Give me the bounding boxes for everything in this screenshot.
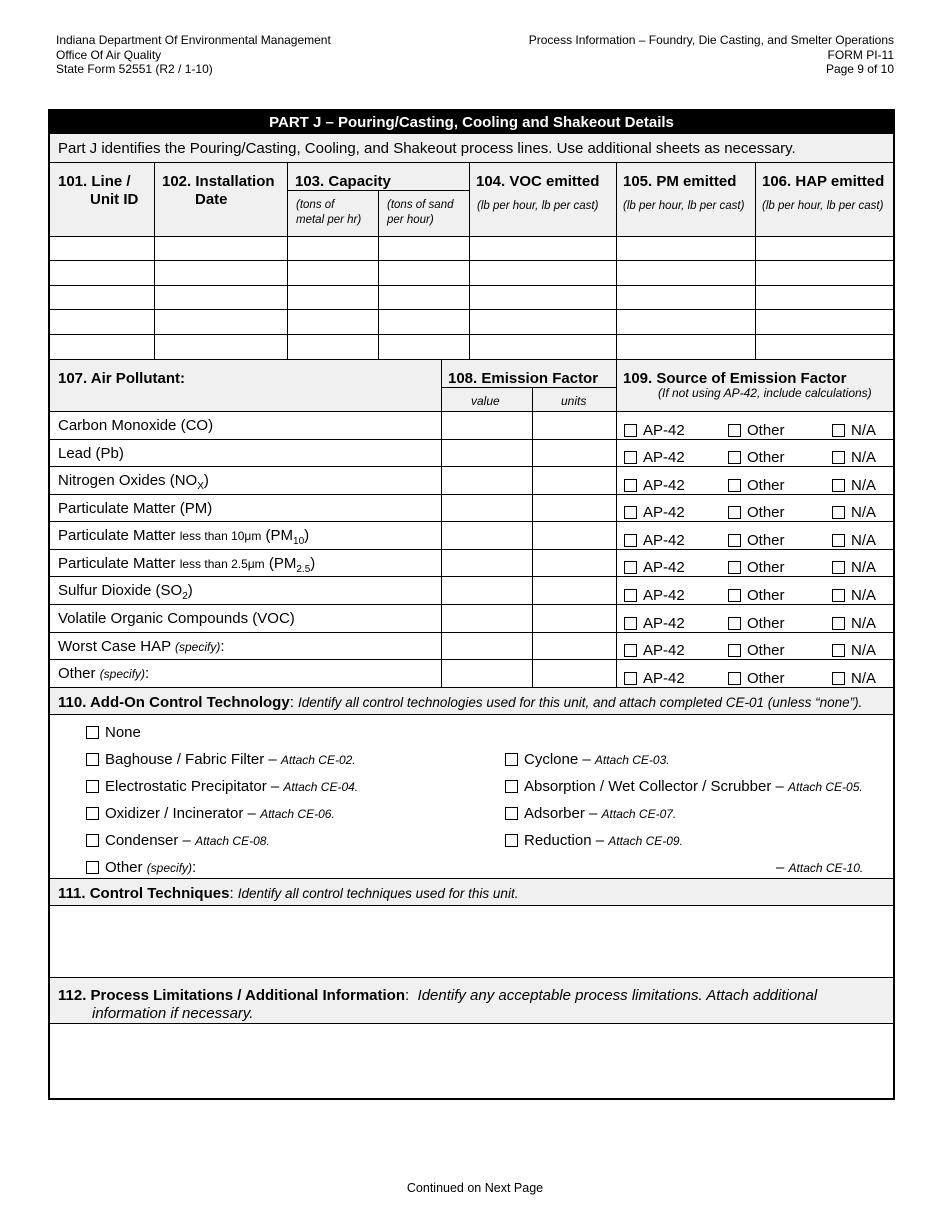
option-label: Condenser – [105, 832, 191, 849]
option-absorption[interactable] [505, 778, 863, 795]
pollutant-label-text: Other [58, 665, 96, 682]
col-108-value: value [471, 394, 500, 408]
col-105-units: (lb per hour, lb per cast) [623, 200, 745, 212]
option-label: N/A [851, 559, 877, 576]
pollutant-row-pm25 [50, 550, 893, 577]
process-limitations-title-text: 112. Process Limitations / Additional Information [58, 987, 406, 1004]
option-ap42[interactable] [624, 449, 685, 466]
option-adsorber[interactable] [505, 805, 676, 822]
option-na[interactable] [832, 642, 876, 659]
col-108-factor: 108. Emission Factor [448, 370, 599, 387]
option-label: Other [747, 532, 785, 549]
option-esp[interactable] [86, 778, 358, 795]
option-label: AP-42 [643, 670, 685, 687]
option-other[interactable] [728, 477, 785, 494]
option-oxidizer[interactable] [86, 805, 335, 822]
option-label: N/A [851, 504, 877, 521]
checkbox[interactable] [624, 479, 637, 492]
option-label: N/A [851, 477, 877, 494]
pollutant-label-text: Sulfur Dioxide (SO [58, 582, 183, 599]
option-other[interactable] [728, 559, 785, 576]
part-title: PART J – Pouring/Casting, Cooling and Shakeout Details [269, 114, 674, 131]
checkbox[interactable] [832, 672, 845, 685]
pollutant-row-other [50, 660, 893, 688]
col-103-sand-l2: per hour) [387, 214, 434, 226]
part-j-form [48, 109, 895, 1100]
checkbox[interactable] [832, 644, 845, 657]
checkbox[interactable] [832, 479, 845, 492]
option-label: N/A [851, 532, 877, 549]
checkbox[interactable] [86, 834, 99, 847]
option-na[interactable] [832, 477, 876, 494]
col-109-source: 109. Source of Emission Factor [623, 370, 847, 387]
option-label: Absorption / Wet Collector / Scrubber – [524, 778, 784, 795]
option-label: Other [747, 422, 785, 439]
control-techniques-input[interactable] [50, 906, 893, 978]
checkbox[interactable] [832, 451, 845, 464]
pollutant-label: Nitrogen Oxides $(NO_X)$ [58, 472, 209, 492]
col-103-metal-l1: (tons of [296, 199, 335, 211]
option-label: AP-42 [643, 477, 685, 494]
attach-note: Attach CE-05. [788, 780, 863, 794]
checkbox[interactable] [624, 561, 637, 574]
option-label: AP-42 [643, 449, 685, 466]
attach-note: Attach CE-03. [594, 753, 670, 767]
option-na[interactable] [832, 615, 876, 632]
checkbox[interactable] [624, 451, 637, 464]
specify-note: (specify) [175, 640, 221, 654]
checkbox[interactable] [728, 479, 741, 492]
control-techniques-header [50, 879, 893, 906]
checkbox[interactable] [728, 451, 741, 464]
attach-note: Attach CE-10. [788, 861, 864, 875]
col-103-sand [387, 198, 453, 228]
col-103-metal [296, 198, 361, 228]
option-label: Baghouse / Fabric Filter – [105, 751, 277, 768]
specify-note: (specify) [99, 667, 146, 681]
pollutant-subscript: 2 [182, 591, 188, 602]
option-label: AP-42 [643, 587, 685, 604]
pollutant-size-qualifier: less than 10μm [179, 529, 262, 543]
office-name: Office Of Air Quality [56, 47, 162, 62]
checkbox[interactable] [86, 726, 99, 739]
agency-name: Indiana Department Of Environmental Management [56, 33, 331, 47]
option-other[interactable] [728, 670, 785, 687]
pollutant-subscript: 2.5 [296, 564, 311, 575]
col-101-unit: Unit ID [90, 191, 139, 208]
table-row[interactable] [50, 237, 893, 261]
col-102-installation: 102. Installation [162, 173, 275, 190]
checkbox[interactable] [86, 753, 99, 766]
pollutant-row-so2 [50, 577, 893, 605]
pollutant-size-qualifier: less than 2.5μm [179, 557, 265, 571]
checkbox[interactable] [624, 589, 637, 602]
emissions-header [50, 360, 893, 412]
option-other[interactable] [728, 642, 785, 659]
control-techniques-title: 111. Control Techniques: Identify all control techniques used for this unit. [58, 885, 519, 902]
option-ap42[interactable] [624, 477, 685, 494]
option-label: AP-42 [643, 642, 685, 659]
checkbox[interactable] [505, 834, 518, 847]
checkbox[interactable] [728, 672, 741, 685]
option-na[interactable] [832, 504, 876, 521]
option-other[interactable] [728, 422, 785, 439]
option-other[interactable] [728, 532, 785, 549]
pollutant-row-pb [50, 440, 893, 467]
option-ap42[interactable] [624, 670, 685, 687]
pollutant-label: Particulate Matter less than 10μm $(PM_{10})$ [58, 527, 310, 547]
pollutant-row-pm [50, 495, 893, 522]
pollutant-label-text: Particulate Matter [58, 555, 176, 572]
option-na[interactable] [832, 532, 876, 549]
checkbox[interactable] [505, 753, 518, 766]
pollutant-subscript: X [197, 481, 204, 492]
process-limitations-desc-1: Identify any acceptable process limitations. Attach additional [417, 987, 818, 1004]
attach-note: Attach CE-06. [260, 807, 335, 821]
pollutant-label-text: Nitrogen Oxides (NO [58, 472, 198, 489]
attach-note: Attach CE-08. [195, 834, 270, 848]
control-techniques-title-text: 111. Control Techniques [58, 885, 230, 902]
checkbox[interactable] [624, 617, 637, 630]
checkbox[interactable] [728, 561, 741, 574]
option-na[interactable] [832, 422, 876, 439]
col-105-pm: 105. PM emitted [623, 173, 737, 190]
option-label: Other [747, 504, 785, 521]
col-101-line: 101. Line / [58, 173, 131, 190]
checkbox[interactable] [624, 506, 637, 519]
option-other[interactable] [728, 449, 785, 466]
checkbox[interactable] [86, 807, 99, 820]
checkbox[interactable] [624, 644, 637, 657]
checkbox[interactable] [832, 424, 845, 437]
option-label: AP-42 [643, 422, 685, 439]
checkbox[interactable] [86, 780, 99, 793]
option-reduction[interactable] [505, 832, 683, 849]
option-other[interactable] [728, 615, 785, 632]
option-na[interactable] [832, 559, 876, 576]
pollutant-label: Other (specify): [58, 665, 150, 682]
checkbox[interactable] [624, 672, 637, 685]
state-form-number: State Form 52551 (R2 / 1-10) [56, 62, 213, 76]
pollutant-label: Sulfur Dioxide $(SO_2)$ [58, 582, 193, 602]
option-label: Other [747, 615, 785, 632]
option-label: Other [747, 559, 785, 576]
agency-header [56, 33, 331, 77]
option-label: AP-42 [643, 532, 685, 549]
pollutant-subscript: 10 [293, 536, 305, 547]
option-other-control[interactable]: Other (specify): [86, 859, 196, 876]
col-103-metal-l2: metal per hr) [296, 214, 362, 226]
col-103-sand-l1: (tons of sand [387, 199, 454, 211]
pollutant-row-hap [50, 633, 893, 660]
control-tech-desc: Identify all control technologies used for this unit, and attach completed CE-01 (unless “none”). [298, 695, 863, 710]
option-label: Oxidizer / Incinerator – [105, 805, 256, 822]
table-row[interactable] [50, 286, 893, 310]
attach-note: Attach CE-07. [601, 807, 677, 821]
option-ap42[interactable] [624, 422, 685, 439]
checkbox[interactable] [728, 534, 741, 547]
col-104-voc: 104. VOC emitted [476, 173, 600, 190]
option-label: N/A [851, 449, 877, 466]
page-number: Page 9 of 10 [825, 62, 894, 76]
pollutant-label: Lead (Pb) [58, 445, 124, 462]
option-none[interactable] [86, 724, 141, 741]
part-intro: Part J identifies the Pouring/Casting, Cooling, and Shakeout process lines. Use additional sheets as necessary. [58, 140, 796, 157]
option-na[interactable] [832, 670, 876, 687]
other-attach-note [776, 859, 863, 876]
col-106-units: (lb per hour, lb per cast) [762, 200, 884, 212]
pollutant-row-co [50, 412, 893, 440]
specify-note: (specify) [146, 861, 193, 875]
option-other[interactable] [728, 504, 785, 521]
checkbox[interactable] [728, 506, 741, 519]
option-ap42[interactable] [624, 532, 685, 549]
option-label: N/A [851, 670, 877, 687]
pollutant-abbrev: (PM [265, 527, 294, 544]
option-label: AP-42 [643, 559, 685, 576]
col-107-pollutant: 107. Air Pollutant: [58, 370, 185, 387]
checkbox[interactable] [728, 644, 741, 657]
option-na[interactable] [832, 449, 876, 466]
option-label: AP-42 [643, 615, 685, 632]
checkbox[interactable] [624, 424, 637, 437]
pollutant-label: Volatile Organic Compounds (VOC) [58, 610, 295, 627]
footer-continued: Continued on Next Page [406, 1181, 544, 1195]
process-limitations-title: 112. Process Limitations / Additional Information: Identify any acceptable process limitations. Attach additional information if necessary. [58, 987, 818, 1022]
option-label: Electrostatic Precipitator – [105, 778, 280, 795]
option-label: Adsorber – [524, 805, 598, 822]
option-label: N/A [851, 642, 877, 659]
process-table-header [50, 163, 893, 237]
checkbox[interactable] [505, 780, 518, 793]
option-baghouse[interactable] [86, 751, 356, 768]
control-tech-title: 110. Add-On Control Technology: Identify all control technologies used for this unit, and attach completed CE-01 (unless “none”). [58, 694, 863, 711]
form-id: FORM PI-11 [827, 47, 894, 62]
option-label: N/A [851, 587, 877, 604]
checkbox[interactable] [728, 617, 741, 630]
option-label: Other [747, 449, 785, 466]
table-row[interactable] [50, 261, 893, 286]
control-tech-options [50, 715, 893, 879]
pollutant-label: Particulate Matter less than 2.5μm $(PM_{2.5})$ [58, 555, 316, 575]
col-102-date: Date [195, 191, 228, 208]
option-label: AP-42 [643, 504, 685, 521]
col-109-note: (If not using AP-42, include calculations) [658, 386, 872, 400]
pollutant-row-voc [50, 605, 893, 633]
col-104-units: (lb per hour, lb per cast) [477, 200, 599, 212]
option-label: Other [747, 587, 785, 604]
pollutant-row-nox [50, 467, 893, 495]
option-label: None [105, 724, 141, 741]
process-limitations-header [50, 978, 893, 1024]
checkbox[interactable] [86, 861, 99, 874]
pollutant-label-text: Particulate Matter [58, 527, 176, 544]
option-other[interactable] [728, 587, 785, 604]
checkbox[interactable] [728, 424, 741, 437]
option-label: Cyclone – [524, 751, 591, 768]
table-row[interactable] [50, 335, 893, 360]
checkbox[interactable] [832, 589, 845, 602]
option-ap42[interactable] [624, 587, 685, 604]
option-label: N/A [851, 615, 877, 632]
option-ap42[interactable] [624, 559, 685, 576]
option-label: Other [747, 642, 785, 659]
checkbox[interactable] [505, 807, 518, 820]
pollutant-label-text: Worst Case HAP [58, 638, 171, 655]
option-ap42[interactable] [624, 504, 685, 521]
col-106-hap: 106. HAP emitted [762, 173, 885, 190]
checkbox[interactable] [832, 561, 845, 574]
attach-note: Attach CE-02. [280, 753, 356, 767]
option-label: Other [747, 477, 785, 494]
table-row[interactable] [50, 310, 893, 335]
pollutant-abbrev: (PM [268, 555, 297, 572]
option-label: Other [105, 859, 143, 876]
pollutant-label: Particulate Matter (PM) [58, 500, 213, 517]
col-103-capacity: 103. Capacity [295, 173, 391, 190]
col-108-units: units [561, 394, 587, 408]
part-title-bar [50, 111, 893, 134]
process-limitations-input[interactable] [50, 1024, 893, 1100]
form-header [529, 33, 894, 77]
option-ap42[interactable] [624, 642, 685, 659]
option-cyclone[interactable] [505, 751, 670, 768]
option-condenser[interactable] [86, 832, 270, 849]
control-tech-title-text: 110. Add-On Control Technology [58, 694, 290, 711]
control-tech-header [50, 688, 893, 715]
attach-dash: – [776, 859, 785, 876]
option-label: Other [747, 670, 785, 687]
form-title: Process Information – Foundry, Die Casting, and Smelter Operations [528, 33, 894, 47]
checkbox[interactable] [832, 506, 845, 519]
option-label: Reduction – [524, 832, 605, 849]
option-ap42[interactable] [624, 615, 685, 632]
checkbox[interactable] [832, 617, 845, 630]
checkbox[interactable] [728, 589, 741, 602]
attach-note: Attach CE-04. [283, 780, 359, 794]
pollutant-label: Carbon Monoxide (CO) [58, 417, 214, 434]
option-na[interactable] [832, 587, 876, 604]
pollutant-label: Worst Case HAP (specify): [58, 638, 225, 655]
option-label: N/A [851, 422, 877, 439]
attach-note: Attach CE-09. [608, 834, 683, 848]
pollutant-row-pm10 [50, 522, 893, 550]
control-techniques-desc: Identify all control techniques used for this unit. [237, 886, 519, 901]
checkbox[interactable] [832, 534, 845, 547]
process-limitations-desc-2: information if necessary. [92, 1005, 254, 1022]
checkbox[interactable] [624, 534, 637, 547]
part-intro-row [50, 134, 893, 163]
